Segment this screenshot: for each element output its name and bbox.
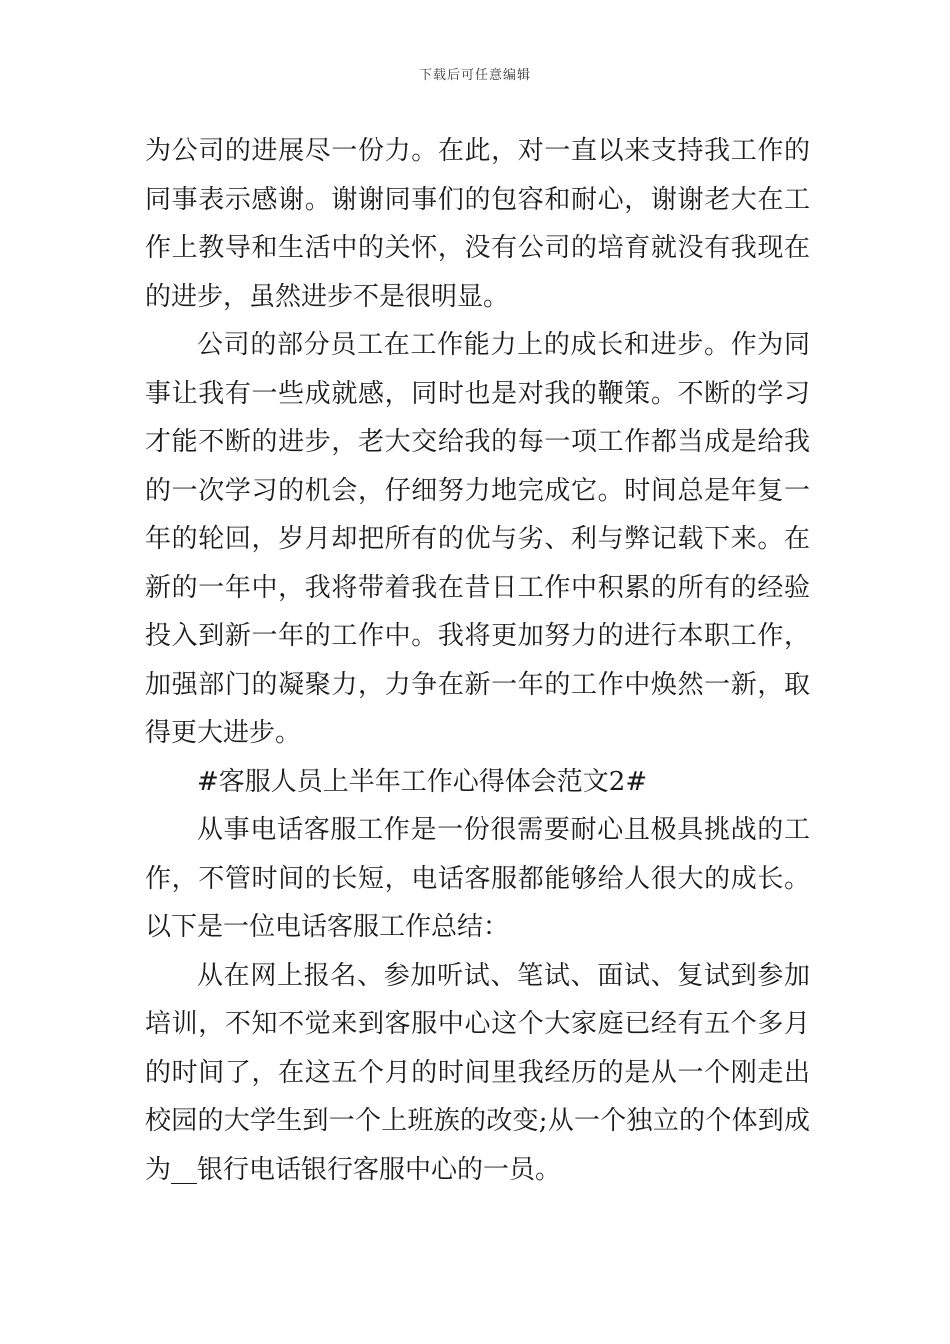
text-line: 的一次学习的机会，仔细努力地完成它。时间总是年复一 xyxy=(145,475,810,506)
text-line: 同事表示感谢。谢谢同事们的包容和耐心，谢谢老大在工 xyxy=(145,184,810,215)
text-line: 从事电话客服工作是一份很需要耐心且极具挑战的工 xyxy=(197,815,810,845)
document-body xyxy=(145,127,810,1194)
text-line: 才能不断的进步，老大交给我的每一项工作都当成是给我 xyxy=(145,427,810,457)
text-line: 公司的部分员工在工作能力上的成长和进步。作为同 xyxy=(197,330,810,360)
section-heading: #客服人员上半年工作心得体会范文2# xyxy=(197,766,648,797)
text-line: 以下是一位电话客服工作总结： xyxy=(145,912,510,942)
text-line: 为公司的进展尽一份力。在此，对一直以来支持我工作的 xyxy=(145,136,810,166)
text-line: 作，不管时间的长短，电话客服都能够给人很大的成长。 xyxy=(145,863,810,894)
text-line: 培训，不知不觉来到客服中心这个大家庭已经有五个多月 xyxy=(145,1009,810,1039)
text-line: 加强部门的凝聚力，力争在新一年的工作中焕然一新，取 xyxy=(145,669,810,700)
text-line: 从在网上报名、参加听试、笔试、面试、复试到参加 xyxy=(197,960,810,991)
text-line: 的进步，虽然进步不是很明显。 xyxy=(145,281,510,312)
text-line: 得更大进步。 xyxy=(145,718,302,748)
text-line: 事让我有一些成就感，同时也是对我的鞭策。不断的学习 xyxy=(145,378,810,409)
text-line: 为__银行电话银行客服中心的一员。 xyxy=(145,1154,562,1185)
text-line: 新的一年中，我将带着我在昔日工作中积累的所有的经验 xyxy=(145,572,810,603)
text-line: 的时间了，在这五个月的时间里我经历的是从一个刚走出 xyxy=(145,1057,810,1088)
page-header: 下载后可任意编辑 xyxy=(418,68,531,83)
text-line: 年的轮回，岁月却把所有的优与劣、利与弊记载下来。在 xyxy=(145,524,810,554)
text-line: 作上教导和生活中的关怀，没有公司的培育就没有我现在 xyxy=(145,233,810,263)
text-line: 投入到新一年的工作中。我将更加努力的进行本职工作， xyxy=(145,621,810,651)
text-line: 校园的大学生到一个上班族的改变;从一个独立的个体到成 xyxy=(145,1106,810,1136)
